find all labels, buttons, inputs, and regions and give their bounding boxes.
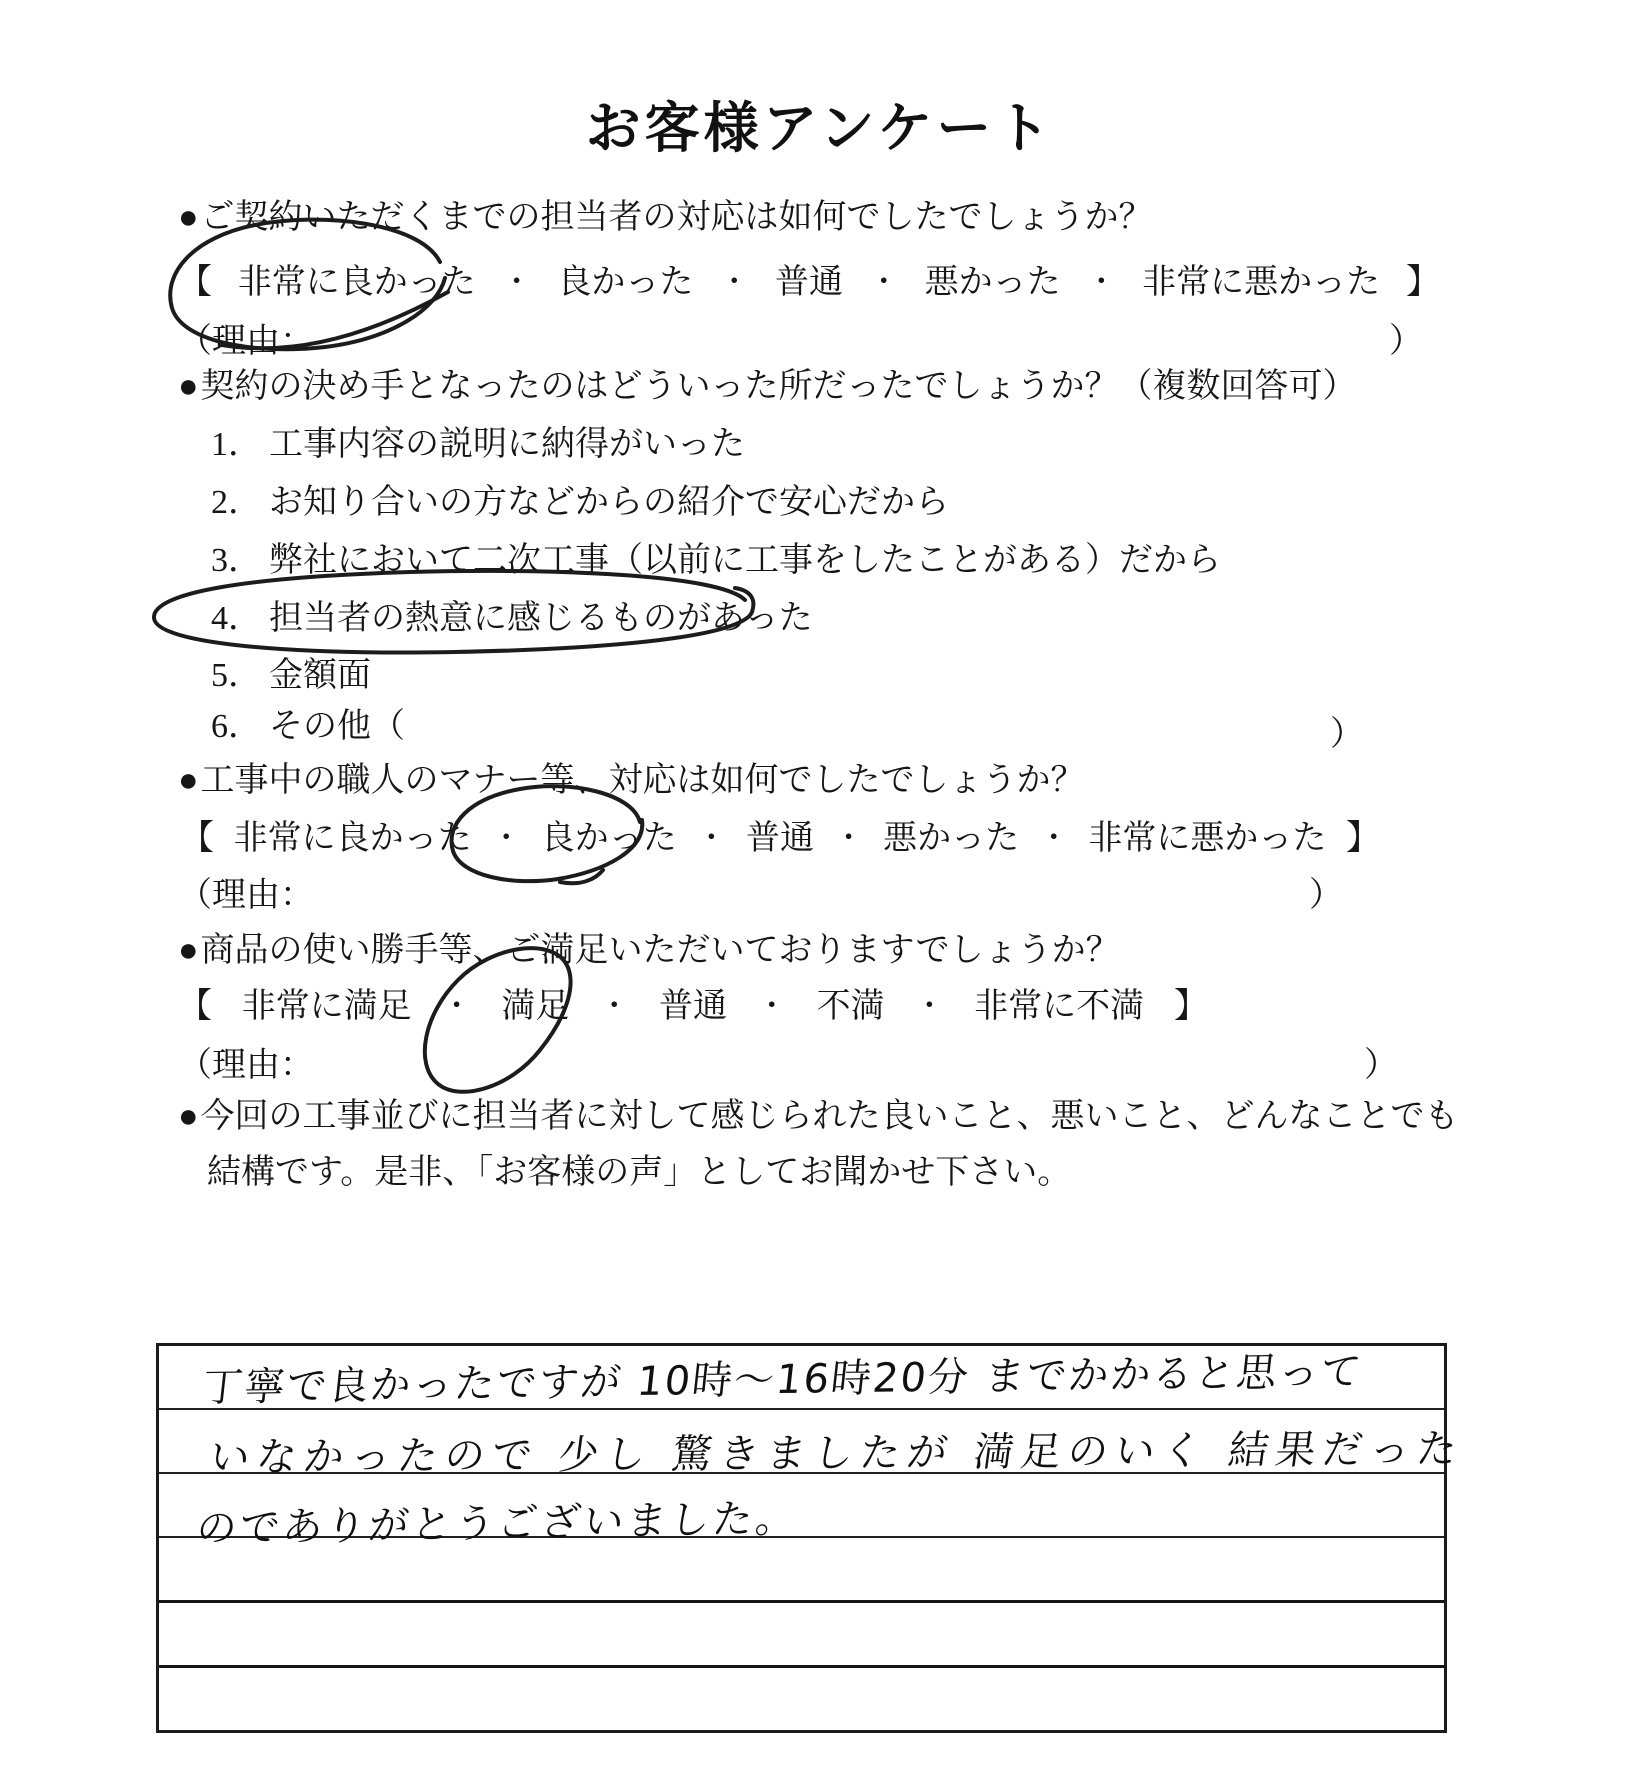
page-title: お客様アンケート <box>585 97 1055 159</box>
separator-dot: ・ <box>1038 822 1069 855</box>
q3-question-row <box>178 760 1085 802</box>
q2-item-3 <box>211 540 1221 582</box>
separator-dot: ・ <box>719 266 750 299</box>
q2-other-close-paren: ） <box>1330 716 1364 753</box>
q3-option-normal: 普通 <box>745 820 814 857</box>
separator-dot: ・ <box>441 990 472 1023</box>
comment-row-5 <box>159 1600 1444 1665</box>
q3-option-good: 良かった <box>540 820 677 857</box>
q4-reason-row <box>178 1044 1398 1088</box>
q3-question: 工事中の職人のマナー等、対応は如何でしたでしょうか？ <box>200 762 1085 799</box>
separator-dot: ・ <box>833 822 864 855</box>
bracket-open: 【 <box>178 988 212 1025</box>
q1-option-very-bad: 非常に悪かった <box>1142 264 1381 301</box>
q2-item-4-text: 担当者の熱意に感じるものがあった <box>269 600 813 637</box>
q2-item-1-text: 工事内容の説明に納得がいった <box>269 426 745 463</box>
bracket-close: 】 <box>1173 988 1208 1025</box>
q3-reason-row <box>178 874 1343 918</box>
q2-item-5-number: 5． <box>211 657 262 694</box>
comment-row-6 <box>159 1665 1444 1730</box>
q3-reason-label: （理由： <box>178 877 314 914</box>
handwritten-line-3: のでありがとうございました。 <box>194 1495 801 1553</box>
q2-item-3-number: 3． <box>211 542 262 579</box>
q1-question: ご契約いただくまでの担当者の対応は如何でしたでしょうか？ <box>200 199 1153 236</box>
q1-question-row <box>178 197 1153 239</box>
q4-option-dissatisfied: 不満 <box>816 988 885 1025</box>
q5-question-line1: 今回の工事並びに担当者に対して感じられた良いこと、悪いこと、どんなことでも <box>200 1098 1459 1135</box>
bracket-open: 【 <box>178 264 212 301</box>
handwritten-line-1: 丁寧で良かったですが 10時〜16時20分 までかかると思って <box>200 1348 1366 1412</box>
q2-item-3-text: 弊社において二次工事（以前に工事をしたことがある）だから <box>269 542 1221 579</box>
q3-option-very-bad: 非常に悪かった <box>1088 820 1327 857</box>
q2-item-2 <box>211 482 949 524</box>
q2-question: 契約の決め手となったのはどういった所だったでしょうか？（複数回答可） <box>200 368 1357 405</box>
q3-option-very-good: 非常に良かった <box>233 820 472 857</box>
q1-reason-row <box>178 320 1423 364</box>
separator-dot: ・ <box>914 990 945 1023</box>
bullet-icon: ● <box>178 762 199 799</box>
q4-question: 商品の使い勝手等、ご満足いただいておりますでしょうか？ <box>200 932 1120 969</box>
q4-option-normal: 普通 <box>658 988 727 1025</box>
q2-item-6-number: 6． <box>211 708 262 745</box>
q3-option-bad: 悪かった <box>883 820 1020 857</box>
separator-dot: ・ <box>868 266 899 299</box>
q5-question-row <box>178 1096 1459 1138</box>
bracket-open: 【 <box>180 820 214 857</box>
q4-reason-label: （理由： <box>178 1047 314 1084</box>
q3-reason-close: ） <box>1309 877 1343 914</box>
q1-option-bad: 悪かった <box>924 264 1061 301</box>
q2-item-6-text: その他（ <box>269 708 405 745</box>
q2-item-4-number: 4． <box>211 600 262 637</box>
handwritten-line-2: いなかったので 少し 驚きましたが 満足のいく 結果だった <box>206 1426 1467 1482</box>
q2-item-2-text: お知り合いの方などからの紹介で安心だから <box>269 484 949 521</box>
bracket-close: 】 <box>1405 264 1440 301</box>
separator-dot: ・ <box>756 990 787 1023</box>
q1-rating-scale <box>178 262 1440 304</box>
separator-dot: ・ <box>599 990 630 1023</box>
q2-item-5-text: 金額面 <box>269 657 371 694</box>
q4-reason-close: ） <box>1364 1047 1398 1084</box>
q1-option-good: 良かった <box>557 264 694 301</box>
q1-option-very-good: 非常に良かった <box>237 264 476 301</box>
q1-option-normal: 普通 <box>774 264 843 301</box>
bullet-icon: ● <box>178 1098 199 1135</box>
q2-item-1-number: 1． <box>211 426 262 463</box>
q2-item-4 <box>211 598 813 640</box>
q4-option-very-satisfied: 非常に満足 <box>241 988 412 1025</box>
q2-item-2-number: 2． <box>211 484 262 521</box>
separator-dot: ・ <box>491 822 522 855</box>
bracket-close: 】 <box>1345 820 1380 857</box>
bullet-icon: ● <box>178 932 199 969</box>
q1-reason-close: ） <box>1389 323 1423 360</box>
q2-item-5 <box>211 655 371 697</box>
separator-dot: ・ <box>1086 266 1117 299</box>
q1-reason-label: （理由： <box>178 323 314 360</box>
q2-item-1 <box>211 424 745 466</box>
q4-question-row <box>178 930 1120 972</box>
bullet-icon: ● <box>178 199 199 236</box>
bullet-icon: ● <box>178 368 199 405</box>
separator-dot: ・ <box>696 822 727 855</box>
q3-rating-scale <box>180 818 1380 860</box>
q5-question-line2: 結構です。是非、「お客様の声」としてお聞かせ下さい。 <box>207 1154 1072 1191</box>
q4-rating-scale <box>178 986 1208 1028</box>
q2-question-row <box>178 366 1357 408</box>
q4-option-satisfied: 満足 <box>501 988 570 1025</box>
q2-item-6 <box>211 706 405 748</box>
q4-option-very-dissatisfied: 非常に不満 <box>974 988 1145 1025</box>
separator-dot: ・ <box>501 266 532 299</box>
